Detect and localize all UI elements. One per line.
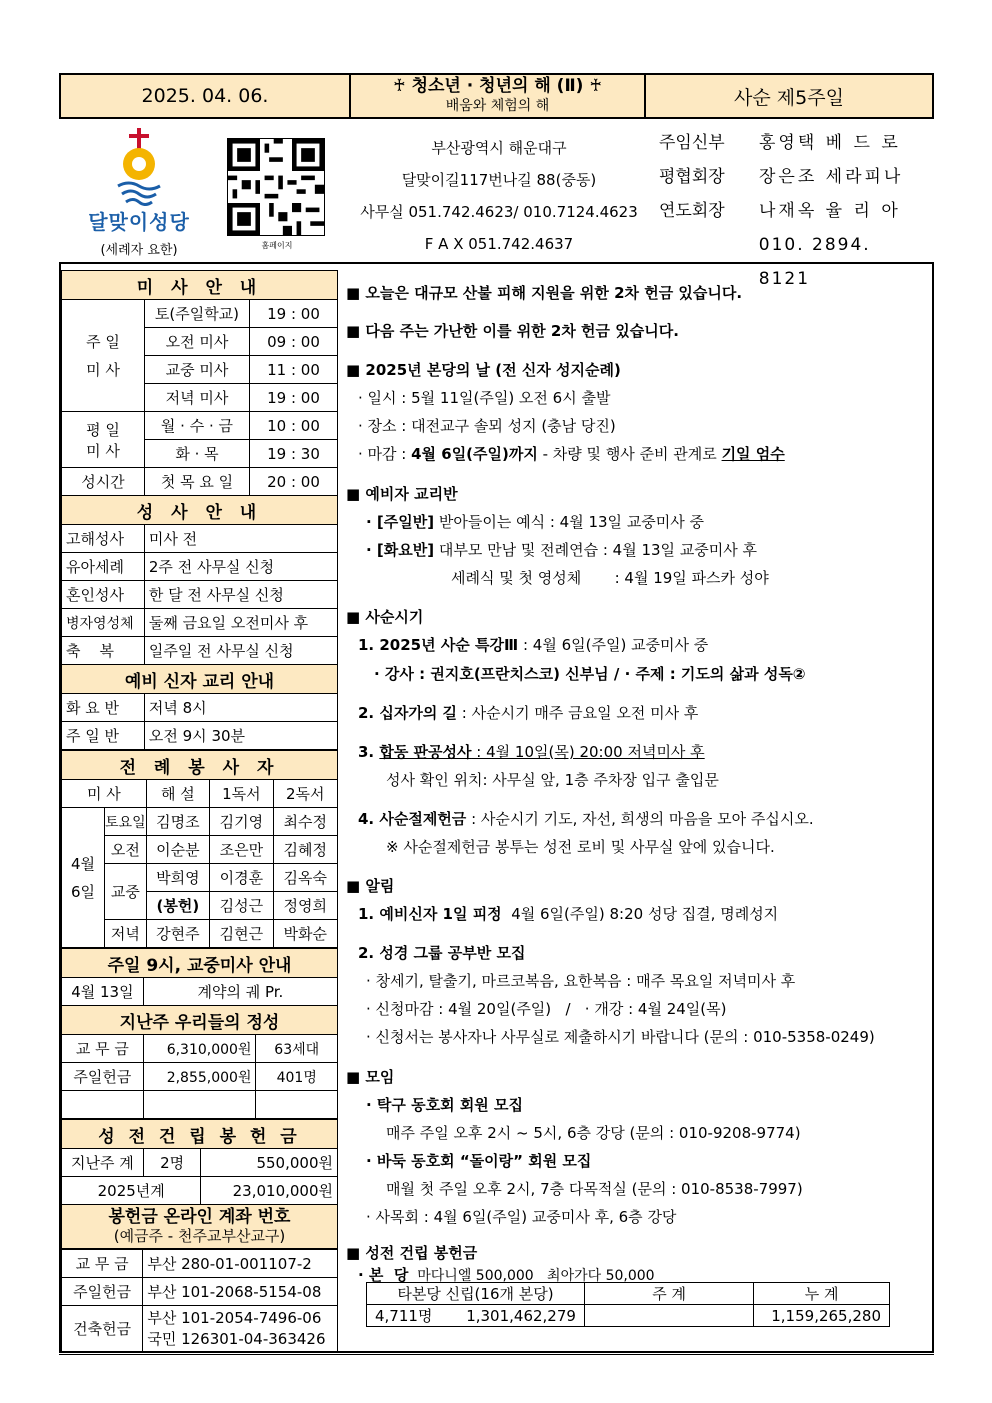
offering-count: 63세대 [256,1035,338,1063]
label-line: 주 일 [86,332,120,351]
sacrament-desc: 2주 전 사무실 신청 [144,553,337,581]
notice-detail: 세례식 및 첫 영성체 : 4월 19일 파스카 성야 [451,569,769,587]
sacrament-desc: 둘째 금요일 오전미사 후 [144,609,337,637]
staff-row [659,194,929,228]
staff-role: 연도회장 [659,201,725,221]
mass-time: 19 : 00 [250,384,338,412]
liturgy-reader2: 최수정 [273,808,337,836]
mass-time: 11 : 00 [250,356,338,384]
account-number: 부산 101-2068-5154-08 [143,1278,338,1306]
liturgy-reader2: 정영희 [273,892,337,920]
text: 받아들이는 예식 : 4월 13일 교중미사 중 [434,513,705,531]
high-mass-date: 4월 13일 [62,978,144,1006]
label-line: 미 사 [86,441,120,460]
text: 대부모 만남 및 전례연습 : 4월 13일 교중미사 후 [434,541,758,559]
notice-detail: · 신청마감 : 4월 20일(주일) / · 개강 : 4월 24일(목) [366,1000,727,1018]
schedule-table [61,270,338,750]
liturgy-mass: 교중 [105,864,147,920]
text: 4월 6일(주일) 8:20 성당 집결, 명례성지 [501,905,779,923]
notice-heading: ■ 모임 [346,1068,395,1086]
parish-logo-icon [104,126,174,206]
fund-col-header: 주 계 [584,1283,753,1305]
sacrament-name: 유아세례 [62,553,145,581]
staff-role: 평협회장 [659,167,725,187]
address-line: 달맞이길117번나길 88(중동) [401,171,597,189]
notice-detail [358,443,785,464]
notice-detail [358,903,778,924]
staff-name: 장은조 세라피나 [759,167,904,187]
high-mass-title: 주일 9시, 교중미사 안내 [62,949,338,978]
notice-detail: · 사목회 : 4월 6일(주일) 교중미사 후, 6층 강당 [366,1208,677,1226]
theme-subtitle: 배움와 체험의 해 [445,98,550,114]
address-line: 부산광역시 해운대구 [431,139,567,157]
liturgy-reader1: 이경훈 [210,864,273,892]
footer-rule [59,1354,934,1355]
liturgy-reader1: 김기영 [210,808,273,836]
building-fund-title: 성 전 건 립 봉 헌 금 [62,1120,338,1149]
catechumen-time: 오전 9시 30분 [144,722,337,750]
notice-detail [358,808,814,829]
homepage-qr[interactable] [227,138,327,251]
mass-name: 월 · 수 · 금 [144,412,249,440]
account-table [61,1249,338,1352]
text: · 마감 : [358,445,412,463]
mass-name: 저녁 미사 [144,384,249,412]
staff-role: 주임신부 [659,133,725,153]
notice-heading: ■ 2025년 본당의 날 (전 신자 성지순례) [346,361,621,379]
building-label: 2025년계 [62,1177,201,1205]
holy-hour-time: 20 : 00 [250,468,338,496]
fax-number: F A X 051.742.4637 [424,235,574,253]
liturgy-col-header: 미 사 [62,780,147,808]
account-name: 교 무 금 [62,1250,143,1278]
liturgy-commentator: 이순분 [146,836,209,864]
lent-fund-title: 4. 사순절제헌금 [358,810,467,828]
sacrament-name: 혼인성사 [62,581,145,609]
notice-detail: 매월 첫 주일 오후 2시, 7층 다목적실 (문의 : 010-8538-7997) [386,1180,803,1198]
sacrament-desc: 한 달 전 사무실 신청 [144,581,337,609]
text: : 4월 10일(목) 20:00 저녁미사 후 [471,743,705,761]
liturgy-col-header: 1독서 [210,780,273,808]
liturgy-commentator: 김명조 [146,808,209,836]
sacrament-title: 성 사 안 내 [62,496,338,525]
account-number [143,1306,338,1352]
notice-detail: · 강사 : 권지호(프란치스코) 신부님 / · 주제 : 기도의 삶과 성독② [374,665,806,683]
catechumen-title: 예비 신자 교리 안내 [62,665,338,694]
fund-col-header: 누 계 [754,1283,890,1305]
text: : 4월 6일(주일) 교중미사 중 [518,636,709,654]
parish-label: · 본 당 [358,1266,409,1284]
empty-cell [256,1091,338,1119]
mass-name: 오전 미사 [144,328,249,356]
text: : 사순시기 매주 금요일 오전 미사 후 [457,704,699,722]
building-amount: 23,010,000원 [201,1177,338,1205]
parish-logo [74,126,204,258]
bulletin-date: 2025. 04. 06. [61,75,351,117]
liturgy-commentator: 강현주 [146,920,209,948]
mass-time: 09 : 00 [250,328,338,356]
footer-rule [59,1351,934,1353]
notice-detail [358,702,698,723]
mass-name: 화 · 목 [144,440,249,468]
notice-heading: ■ 알림 [346,877,395,895]
mass-schedule-title: 미 사 안 내 [62,271,338,300]
holy-hour-label: 성시간 [62,468,145,496]
notice-detail: · 탁구 동호회 회원 모집 [366,1096,523,1114]
notice-detail [366,539,757,560]
confession-title: 합동 판공성사 [379,743,472,761]
qr-code-icon[interactable] [227,138,325,236]
liturgy-reader2: 박화순 [273,920,337,948]
liturgy-date [62,808,105,948]
notice-detail [358,741,705,762]
num: 3. [358,743,380,761]
text: - 차량 및 행사 준비 관계로 [537,445,722,463]
date-line: 6일 [71,882,96,901]
empty-cell [62,1091,144,1119]
account-name: 건축헌금 [62,1306,143,1352]
offering-amount: 6,310,000원 [143,1035,256,1063]
liturgy-col-header: 해 설 [146,780,209,808]
liturgy-reader1: 김현근 [210,920,273,948]
liturgy-mass: 오전 [105,836,147,864]
notice-heading: ■ 예비자 교리반 [346,485,458,503]
building-amount: 550,000원 [201,1149,338,1177]
offering-title: 지난주 우리들의 정성 [62,1006,338,1035]
staff-row [659,160,929,194]
notice-detail: 2. 성경 그룹 공부반 모집 [358,944,526,962]
retreat-title: 1. 예비신자 1일 피정 [358,905,502,923]
left-column [61,270,338,1352]
holy-hour-day: 첫 목 요 일 [144,468,249,496]
notice-detail: 매주 주일 오후 2시 ~ 5시, 6층 강당 (문의 : 010-9208-9774) [386,1124,801,1142]
date-line: 4월 [71,854,96,873]
empty-cell [143,1091,256,1119]
mass-time: 10 : 00 [250,412,338,440]
parish-address [349,132,649,260]
offering-count: 401명 [256,1063,338,1091]
staff-name: 나재옥 율 리 아 [759,201,901,221]
notice-detail: 성사 확인 위치: 사무실 앞, 1층 주차장 입구 출입문 [386,771,719,789]
liturgy-reader1: 김성근 [210,892,273,920]
notice-detail [358,634,708,655]
notice-item: ■ 다음 주는 가난한 이를 위한 2차 헌금 있습니다. [346,322,679,340]
liturgy-reader2: 김옥숙 [273,864,337,892]
liturgy-mass: 토요일 [105,808,147,836]
notice-detail: · 신청서는 봉사자나 사무실로 제출하시기 바랍니다 (문의 : 010-5358-0249) [366,1028,875,1046]
offering-table [61,948,338,1119]
liturgical-week: 사순 제5주일 [734,86,844,109]
liturgy-offertory: (봉헌) [146,892,209,920]
building-fund-table [366,1282,890,1327]
stations-title: 2. 십자가의 길 [358,704,458,722]
liturgy-commentator: 박희영 [146,864,209,892]
liturgy-reader2: 김혜정 [273,836,337,864]
sacrament-desc: 일주일 전 사무실 신청 [144,637,337,665]
notice-heading: ■ 성전 건립 봉헌금 [346,1244,478,1262]
account-line: 국민 126301-04-363426 [147,1329,326,1348]
fund-amount: 1,301,462,279 [458,1305,584,1327]
fund-total: 1,159,265,280 [754,1305,890,1327]
year-theme [351,75,646,117]
sacrament-name: 축 복 [62,637,145,665]
mass-time: 19 : 30 [250,440,338,468]
liturgy-reader1: 조은만 [210,836,273,864]
offering-name: 교 무 금 [62,1035,144,1063]
building-table [61,1119,338,1249]
class-tag: · [화요반] [366,541,435,559]
mass-time: 19 : 00 [250,300,338,328]
mass-name: 교중 미사 [144,356,249,384]
staff-row [659,126,929,160]
liturgy-col-header: 2독서 [273,780,337,808]
offering-name: 주일헌금 [62,1063,144,1091]
sacrament-name: 고해성사 [62,525,145,553]
account-line: 부산 101-2054-7496-06 [147,1308,322,1327]
label-line: 미 사 [86,360,120,379]
notice-detail: · 창세기, 탈출기, 마르코복음, 요한복음 : 매주 목요일 저녁미사 후 [366,972,796,990]
lecture-title: 1. 2025년 사순 특강Ⅲ [358,636,519,654]
catechumen-class: 화 요 반 [62,694,145,722]
weekday-mass-label [62,412,145,468]
offering-amount: 2,855,000원 [143,1063,256,1091]
deadline-strict: 기일 엄수 [721,445,785,463]
fund-count: 4,711명 [367,1305,459,1327]
sacrament-desc: 미사 전 [144,525,337,553]
fund-col-header: 타본당 신립(16개 본당) [367,1283,585,1305]
sacrament-name: 병자영성체 [62,609,145,637]
sunday-mass-label [62,300,145,412]
qr-label: 홈페이지 [261,241,293,250]
main-content [59,262,934,1352]
staff-name: 홍영택 베 드 로 [759,133,901,153]
account-name: 주일헌금 [62,1278,143,1306]
parish-patron: (세례자 요한) [100,243,178,258]
liturgy-table [61,750,338,948]
account-title [62,1205,338,1249]
account-title-text: 봉헌금 온라인 계좌 번호 [108,1206,291,1227]
notice-item: ■ 오늘은 대규모 산불 피해 지원을 위한 2차 헌금 있습니다. [346,284,743,302]
fund-week [584,1305,753,1327]
catechumen-time: 저녁 8시 [144,694,337,722]
staff-phone: 010. 2894. 8121 [758,235,871,289]
building-label: 지난주 계 [62,1149,144,1177]
notice-detail: · 장소 : 대전교구 솔뫼 성지 (충남 당진) [358,417,616,435]
donors: 마다니엘 500,000 최아가다 50,000 [408,1268,655,1284]
high-mass-song: 계약의 궤 Pr. [143,978,337,1006]
class-tag: · [주일반] [366,513,435,531]
liturgy-mass: 저녁 [105,920,147,948]
account-holder: (예금주 - 천주교부산교구) [113,1226,286,1245]
catechumen-class: 주 일 반 [62,722,145,750]
mass-name: 토(주일학교) [144,300,249,328]
notice-heading: ■ 사순시기 [346,608,424,626]
header-bar [59,73,934,119]
liturgy-title: 전 례 봉 사 자 [62,751,338,780]
building-count: 2명 [143,1149,201,1177]
label-line: 평 일 [86,420,120,439]
notice-detail: · 일시 : 5월 11일(주일) 오전 6시 출발 [358,389,611,407]
theme-title: ♰ 청소년 · 청년의 해 (Ⅱ) ♰ [392,76,603,96]
account-number: 부산 280-01-001107-2 [143,1250,338,1278]
parish-name: 달맞이성당 [88,210,190,234]
text: : 사순시기 기도, 자선, 희생의 마음을 모아 주십시오. [466,810,814,828]
office-phone: 사무실 051.742.4623/ 010.7124.4623 [360,203,638,221]
deadline: 4월 6일(주일)까지 [411,445,538,463]
notice-detail [366,511,704,532]
notice-detail: · 바둑 동호회 “돌이랑” 회원 모집 [366,1152,592,1170]
notice-detail: ※ 사순절제헌금 봉투는 성전 로비 및 사무실 앞에 있습니다. [386,838,775,856]
